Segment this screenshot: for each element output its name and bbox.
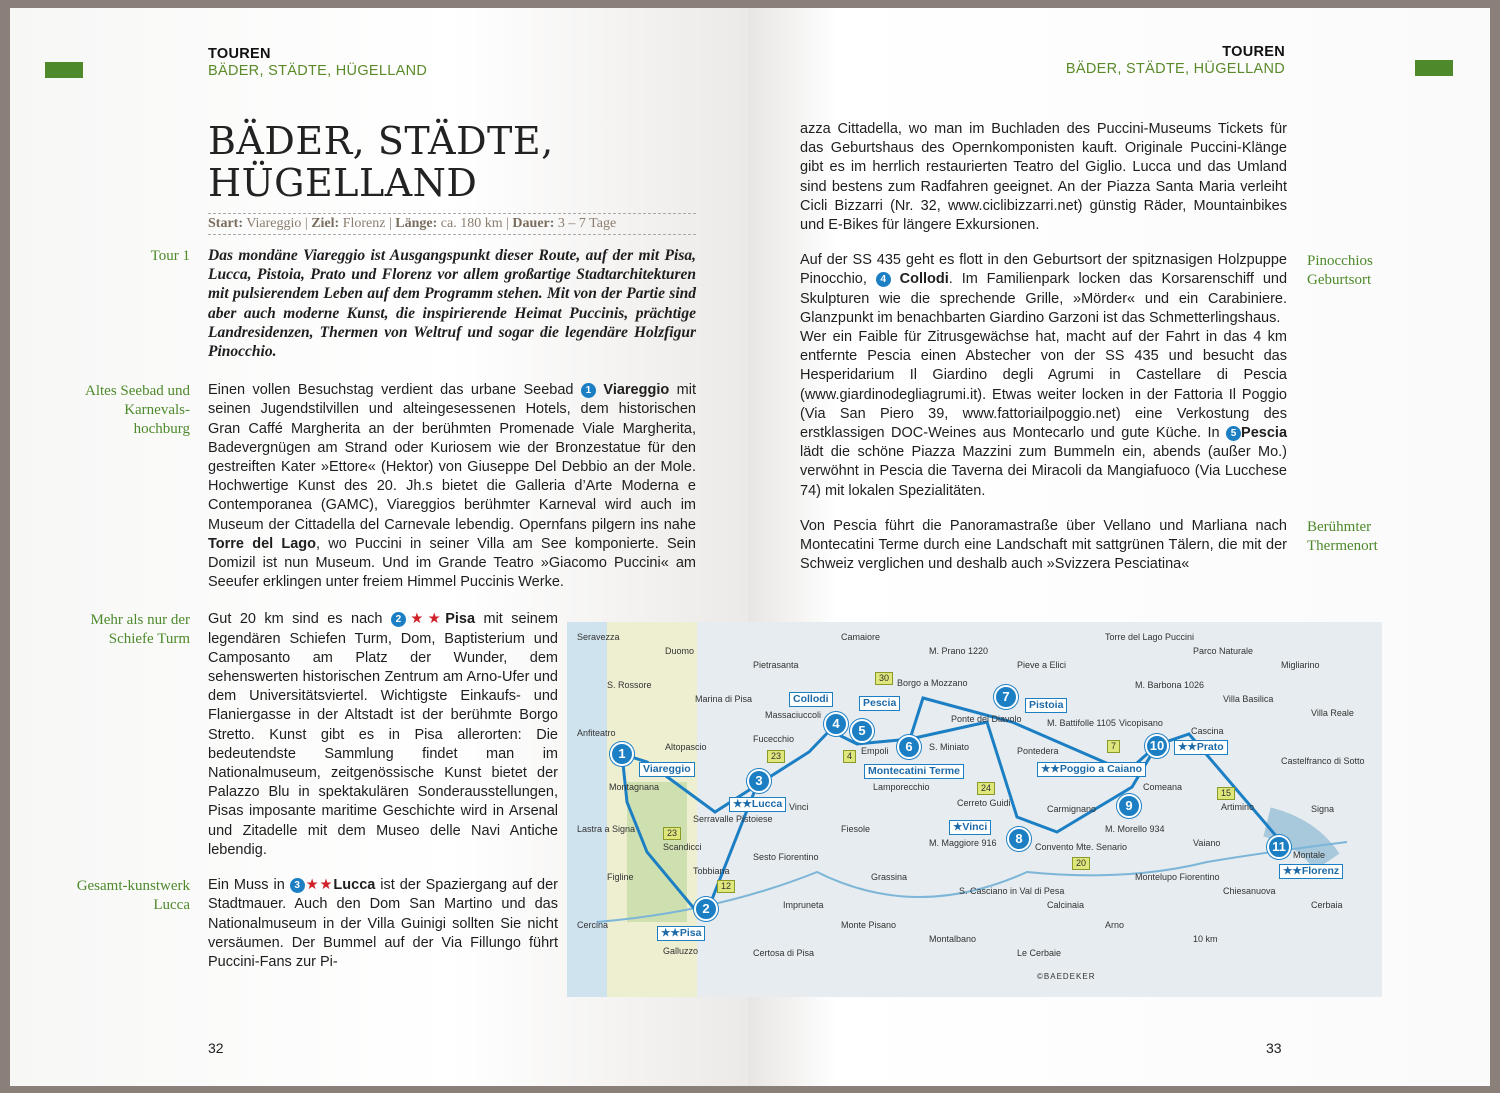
stop-marker-9: 9 bbox=[1117, 794, 1141, 818]
margin-note: Pinocchios Geburtsort bbox=[1307, 253, 1373, 289]
place-name: Tobbiana bbox=[693, 866, 730, 876]
road-number-badge: 23 bbox=[767, 750, 785, 763]
place-name: Impruneta bbox=[783, 900, 824, 910]
stop-label: Collodi bbox=[789, 692, 833, 707]
place-name: Scandicci bbox=[663, 842, 702, 852]
running-header bbox=[208, 46, 427, 80]
margin-note: Berühmter Thermenort bbox=[1307, 518, 1378, 554]
header-subtitle: BÄDER, STÄDTE, HÜGELLAND bbox=[208, 63, 428, 79]
stop-marker-3: 3 bbox=[747, 769, 771, 793]
place-name: S. Casciano in Val di Pesa bbox=[959, 886, 1065, 896]
stop-marker-11: 11 bbox=[1267, 835, 1291, 859]
stop-marker-7: 7 bbox=[994, 685, 1018, 709]
stop-label: ★★Pisa bbox=[657, 926, 705, 941]
star-rating-icon: ★★ bbox=[405, 611, 446, 628]
road-number-badge: 23 bbox=[663, 827, 681, 840]
place-name: S. Rossore bbox=[607, 680, 652, 690]
title-line: HÜGELLAND bbox=[208, 161, 478, 205]
paragraph-lucca-cont: azza Cittadella, wo man im Buchladen des Puccini-Museums Tickets für das Geburtshaus des Opernkomponisten kauft. Originale Puccini-Klänge gibt es im herrlich restaurierten Teatro del Giglio. Lucca und das Umland sind bestens zum Radfahren geeignet. An der Piazza Santa Maria verleiht Cicli Bizzarri (Nr. 32, www.ciclibizzarri.net) günstig Räder, Mountainbikes und E-Bikes für längere Exkursionen. bbox=[800, 121, 1287, 234]
place-name: Chiesanuova bbox=[1223, 886, 1276, 896]
place-name: Carmignano bbox=[1047, 804, 1097, 814]
intro-section bbox=[150, 246, 696, 361]
section-tab bbox=[1415, 60, 1453, 76]
stop-marker-10: 10 bbox=[1145, 734, 1169, 758]
paragraph-viareggio: Einen vollen Besuchstag verdient das urbane Seebad 1 Viareggio mit seinen Jugendstilvillen und alteingesessenen Hotels, dem historischen Gran Caffé Margherita an der berühmten Promenade Viale Margherita, Badevergnügen am Strand oder Kuriosem wie der Bronzestatue für den gestreiften Kater »Ettore« (Hektor) von Giuseppe Del Debbio an der Mole. Hochwertige Kunst des 20. Jh.s bietet die Galleria d’Arte Moderna e Contemporanea (GAMC), Viareggios berühmter Karneval wird auch im Museum der Cittadella del Carnevale lebendig. Opernfans pilgern ins nahe Torre del Lago, wo Puccini in seiner Villa am See komponierte. Sein Domizil ist nun Museum. Und im Grande Teatro »Giacomo Puccini« am Seeufer erklingen unter freiem Himmel Puccinis Werke. bbox=[208, 382, 697, 591]
place-name: Lamporecchio bbox=[873, 782, 930, 792]
stop-number-icon: 5 bbox=[1226, 426, 1241, 441]
place-name: Comeana bbox=[1143, 782, 1183, 792]
road-number-badge: 24 bbox=[977, 782, 995, 795]
stop-number-icon: 1 bbox=[581, 383, 596, 398]
stop-label: Viareggio bbox=[639, 762, 695, 777]
road-number-badge: 4 bbox=[843, 750, 856, 763]
margin-note: Tour 1 bbox=[150, 248, 190, 264]
place-name: Pietrasanta bbox=[753, 660, 799, 670]
place-name: Galluzzo bbox=[663, 946, 699, 956]
stop-marker-4: 4 bbox=[824, 712, 848, 736]
place-name: Le Cerbaie bbox=[1017, 948, 1062, 958]
place-name: Vaiano bbox=[1193, 838, 1221, 848]
page-number: 33 bbox=[1266, 1040, 1282, 1056]
place-name: Empoli bbox=[861, 746, 889, 756]
place-name: Serravalle Pistoiese bbox=[693, 814, 773, 824]
place-name: Pontedera bbox=[1017, 746, 1059, 756]
stop-marker-2: 2 bbox=[694, 897, 718, 921]
place-name: Cercina bbox=[577, 920, 609, 930]
place-name: Ponte del Diavolo bbox=[951, 714, 1022, 724]
stop-label: Pescia bbox=[859, 696, 900, 711]
place-name: Castelfranco di Sotto bbox=[1281, 756, 1365, 766]
place-name: Altopascio bbox=[665, 742, 707, 752]
place-name: Figline bbox=[607, 872, 634, 882]
place-name: Sesto Fiorentino bbox=[753, 852, 819, 862]
place-name: Arno bbox=[1105, 920, 1125, 930]
margin-note: Mehr als nur der Schiefe Turm bbox=[90, 612, 190, 648]
place-name: M. Prano 1220 bbox=[929, 646, 989, 656]
place-name: M. Battifolle 1105 bbox=[1047, 718, 1116, 728]
road-number-badge: 12 bbox=[717, 880, 735, 893]
section-pisa bbox=[90, 610, 559, 860]
right-text-column bbox=[800, 120, 1378, 574]
section-tab bbox=[45, 62, 83, 78]
road-number-badge: 7 bbox=[1107, 740, 1120, 753]
page-number: 32 bbox=[208, 1040, 224, 1056]
place-name: Montelupo Fiorentino bbox=[1135, 872, 1220, 882]
section-collodi bbox=[800, 251, 1373, 328]
place-name: Calcinaia bbox=[1047, 900, 1085, 910]
paragraph-pescia: Wer ein Faible für Zitrusgewächse hat, macht auf der Fahrt in das 4 km entfernte Pescia einen Abstecher von der SS 435 und besucht das Hesperidarium Il Giardino degli Agrumi in Castellare di Pescia (www.giardinodegliagrumi.it). Etwas weiter locken in der Fattoria Il Poggio (Via San Piero 39, www.fattoriailpoggio.net) eine Verkostung des erstklassigen DOC-Weines aus Montecarlo und gute Küche. In 5 Pescia lädt die schöne Piazza Mazzini zum Bummeln ein, abends (außer Mo.) verwöhnt in Pescia die Taverna dei Miracoli da Mangiafuoco (Via Lucchese 74) mit lokalen Spezialitäten. bbox=[800, 329, 1288, 499]
place-name: Duomo bbox=[665, 646, 695, 656]
road-number-badge: 20 bbox=[1072, 857, 1090, 870]
section-lucca-cont bbox=[800, 120, 1287, 235]
map-credit: ©BAEDEKER bbox=[1037, 972, 1096, 981]
stop-marker-6: 6 bbox=[897, 735, 921, 759]
paragraph-montecatini: Von Pescia führt die Panoramastraße über Vellano und Marliana nach Montecatini Terme durch eine Landschaft mit sattgrünen Tälern, die mit der Schweiz verglichen und deshalb auch »Svizzera Pesciatina« bbox=[800, 517, 1287, 573]
section-viareggio bbox=[85, 381, 697, 592]
place-name: Torre del Lago Puccini bbox=[1105, 632, 1195, 642]
stop-label: ★★Poggio a Caiano bbox=[1037, 762, 1146, 777]
place-name: Parco Naturale bbox=[1193, 646, 1254, 656]
place-name: Villa Basilica bbox=[1223, 694, 1274, 704]
title-line: BÄDER, STÄDTE, bbox=[208, 119, 554, 163]
road-number-badge: 15 bbox=[1217, 787, 1235, 800]
stop-marker-1: 1 bbox=[610, 742, 634, 766]
stop-label: ★Vinci bbox=[949, 820, 991, 835]
star-rating-icon: ★★ bbox=[304, 877, 334, 894]
stop-number-icon: 2 bbox=[391, 612, 406, 627]
route-map bbox=[567, 622, 1382, 997]
place-name: Grassina bbox=[871, 872, 908, 882]
place-name: Seravezza bbox=[577, 632, 620, 642]
section-pescia bbox=[800, 328, 1287, 501]
place-name: Fucecchio bbox=[753, 734, 795, 744]
stop-label: ★★Lucca bbox=[729, 797, 786, 812]
place-name: Cerbaia bbox=[1311, 900, 1343, 910]
intro-text: Das mondäne Viareggio ist Ausgangspunkt dieser Route, auf der mit Pisa, Lucca, Pistoia, Prato und Florenz vor allem großartige Stadtarchitekturen mit pulsierendem Leben auf dem Programm stehen. Mit von der Partie sind aber auch moderne Kunst, die inspirierende Heimat Puccinis, prächtige Landresidenzen, Thermen von Weltruf und sogar die legendäre Holzfigur Pinocchio. bbox=[208, 247, 696, 361]
place-name: Montalbano bbox=[929, 934, 977, 944]
place-name: Villa Reale bbox=[1311, 708, 1354, 718]
place-name: Pieve a Elici bbox=[1017, 660, 1067, 670]
place-name: Migliarino bbox=[1281, 660, 1320, 670]
margin-note: Altes Seebad und Karnevals-hochburg bbox=[85, 383, 190, 438]
place-name: Cerreto Guidi bbox=[957, 798, 1011, 808]
place-name: Convento Mte. Senario bbox=[1035, 842, 1128, 852]
section-montecatini bbox=[800, 517, 1378, 575]
place-name: Montale bbox=[1293, 850, 1326, 860]
stop-marker-8: 8 bbox=[1007, 827, 1031, 851]
place-name: Vinci bbox=[789, 802, 809, 812]
tour-facts: Start: Viareggio | Ziel: Florenz | Länge: ca. 180 km | Dauer: 3 – 7 Tage bbox=[208, 213, 696, 235]
place-name: S. Miniato bbox=[929, 742, 970, 752]
place-name: Montagnana bbox=[609, 782, 660, 792]
place-name: Anfiteatro bbox=[577, 728, 616, 738]
paragraph-lucca: Ein Muss in 3 ★★Lucca ist der Spaziergang auf der Stadtmauer. Auch den Dom San Martino und das Nationalmuseum in der Villa Guinigi sollten Sie nicht versäumen. Der Bummel auf der Via Fillungo führt Puccini-Fans zur Pi- bbox=[208, 877, 559, 970]
stop-label: ★★Prato bbox=[1174, 740, 1228, 755]
place-name: 10 km bbox=[1193, 934, 1218, 944]
place-name: Borgo a Mozzano bbox=[897, 678, 968, 688]
place-name: M. Barbona 1026 bbox=[1135, 680, 1205, 690]
place-name: Marina di Pisa bbox=[695, 694, 753, 704]
margin-note: Gesamt-kunstwerk Lucca bbox=[76, 878, 190, 914]
place-name: Certosa di Pisa bbox=[753, 948, 815, 958]
place-name: Artimino bbox=[1221, 802, 1255, 812]
header-section: TOUREN bbox=[208, 46, 271, 62]
section-lucca bbox=[76, 876, 559, 972]
place-name: Vicopisano bbox=[1119, 718, 1163, 728]
place-name: Monte Pisano bbox=[841, 920, 897, 930]
place-name: Camaiore bbox=[841, 632, 881, 642]
stop-label: ★★Florenz bbox=[1279, 864, 1343, 879]
stop-marker-5: 5 bbox=[850, 719, 874, 743]
paragraph-collodi: Auf der SS 435 geht es flott in den Geburtsort der spitznasigen Holzpuppe Pinocchio, 4 Collodi. Im Familienpark locken das Korsarenschiff und Skulpturen wie die sprechende Grille, »Mörder« und ein Carabiniere. Glanzpunkt im benachbarten Giardino Garzoni ist das Schmetterlingshaus. bbox=[800, 252, 1288, 326]
stop-label: Montecatini Terme bbox=[864, 764, 964, 779]
place-name: Massaciuccoli bbox=[765, 710, 822, 720]
place-name: Fiesole bbox=[841, 824, 871, 834]
place-name: M. Maggiore 916 bbox=[929, 838, 997, 848]
place-name: Signa bbox=[1311, 804, 1335, 814]
paragraph-pisa: Gut 20 km sind es nach 2 ★★Pisa mit seinem legendären Schiefen Turm, Dom, Baptisterium und Camposanto am Platz der Wunder, dem sehenswerten historischen Zentrum am Arno-Ufer und dem Universitätsviertel. Wichtigste Einkaufs- und Flaniergasse in der Altstadt ist der berühmte Borgo Stretto. Kunst gibt es in Pisa allerorten: Die bedeutendste Sammlung findet man im Nationalmuseum, zeitgenössische Kunst bietet der Palazzo Blu in spektakulären Sonderausstellungen, Pisas imposante maritime Geschichte wird in Arsenal und Zitadelle mit dem Museo delle Navi Antiche lebendig. bbox=[208, 611, 559, 858]
page-title bbox=[208, 120, 554, 204]
stop-number-icon: 3 bbox=[290, 878, 305, 893]
place-name: Cascina bbox=[1191, 726, 1224, 736]
place-name: M. Morello 934 bbox=[1105, 824, 1165, 834]
place-name: Lastra a Signa bbox=[577, 824, 636, 834]
stop-number-icon: 4 bbox=[876, 272, 891, 287]
road-number-badge: 30 bbox=[875, 672, 893, 685]
stop-label: Pistoia bbox=[1025, 698, 1067, 713]
running-header: TOUREN BÄDER, STÄDTE, HÜGELLAND bbox=[1065, 44, 1285, 77]
